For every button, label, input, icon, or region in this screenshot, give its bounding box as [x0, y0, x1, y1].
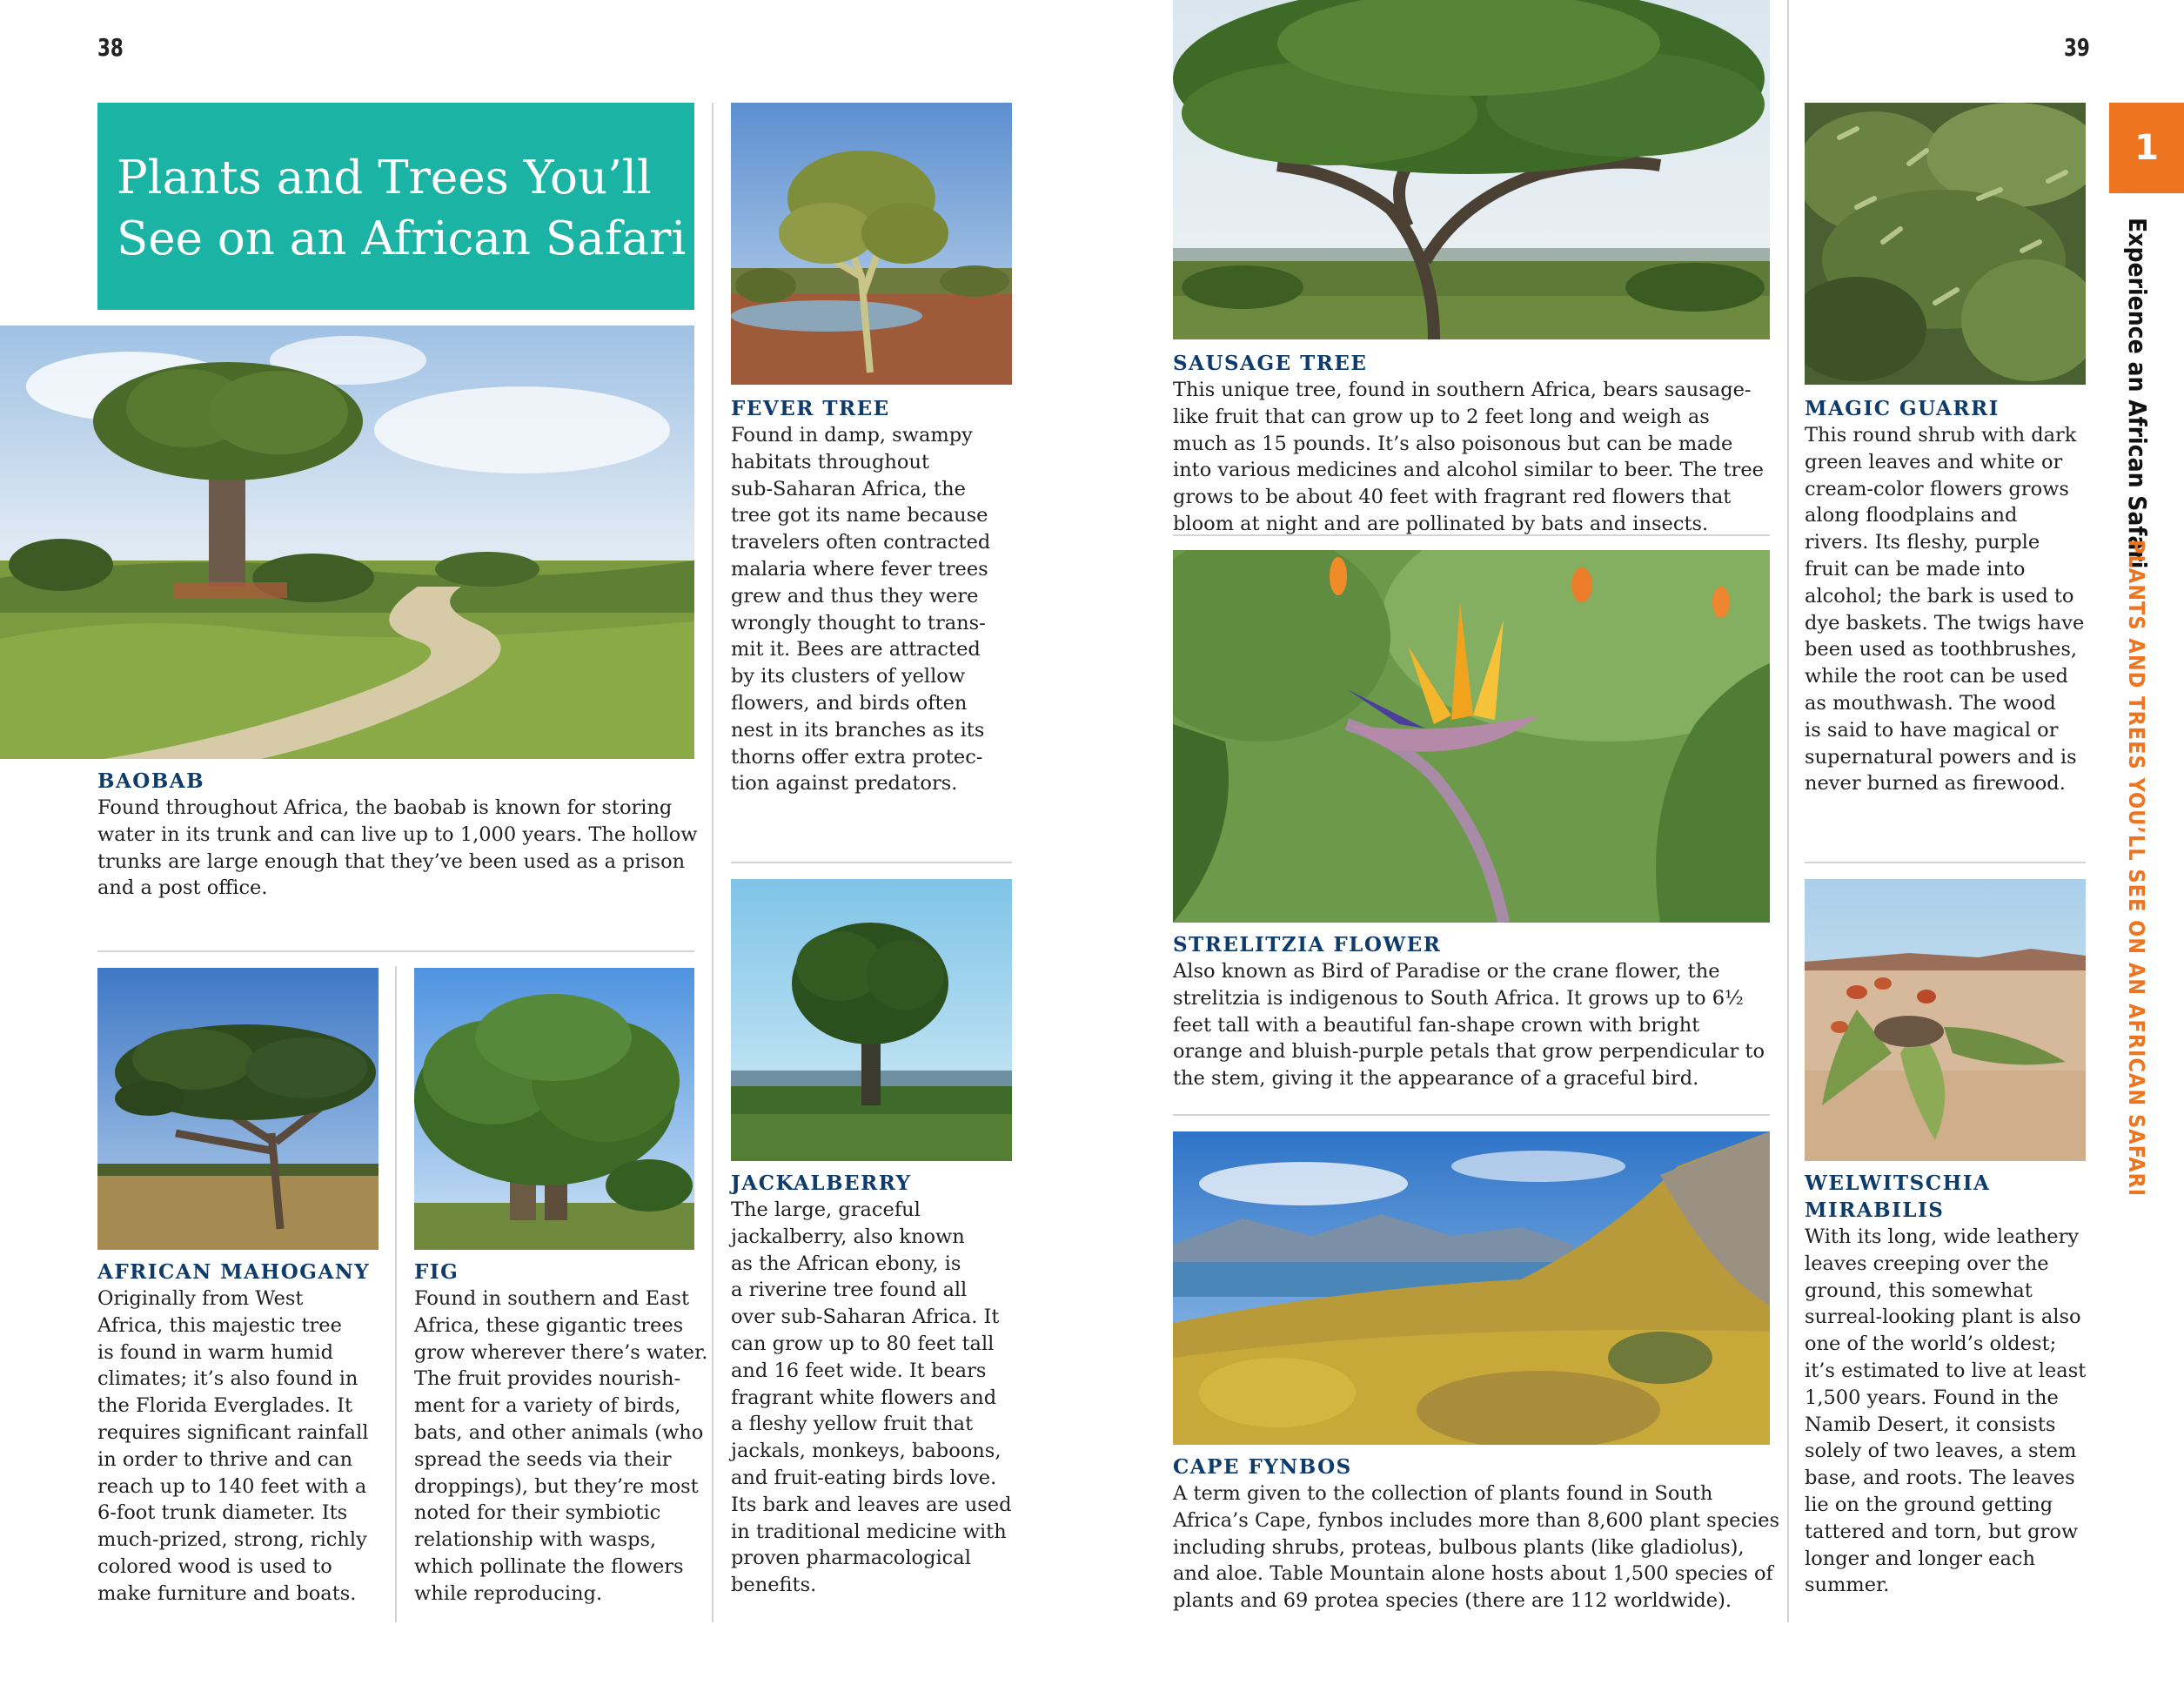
african-mahogany-line: much-prized, strong, richly: [97, 1528, 367, 1552]
strelitzia-line: feet tall with a beautiful fan-shape crown with bright: [1173, 1013, 1700, 1037]
jackalberry-line: fragrant white flowers and: [731, 1386, 997, 1409]
magic-guarri-line: dye baskets. The twigs have: [1805, 611, 2085, 634]
african-mahogany-line: 6-foot trunk diameter. Its: [97, 1501, 348, 1525]
baobab-line: and a post office.: [97, 876, 268, 900]
welwitschia-line: solely of two leaves, a stem: [1805, 1440, 2077, 1463]
fever-tree-line: thorns offer extra protec-: [731, 745, 983, 769]
magic-guarri-line: never burned as firewood.: [1805, 772, 2066, 796]
welwitschia-line: summer.: [1805, 1574, 1890, 1597]
fig-line: while reproducing.: [414, 1581, 603, 1605]
fever-tree-line: Found in damp, swampy: [731, 424, 973, 446]
african-mahogany-line: in order to thrive and can: [97, 1447, 353, 1471]
chapter-title-vertical: Experience an African Safari: [2123, 218, 2152, 569]
jackalberry-line: as the African ebony, is: [731, 1252, 961, 1275]
fig-line: grow wherever there’s water.: [414, 1340, 708, 1364]
welwitschia-line: base, and roots. The leaves: [1805, 1467, 2075, 1490]
column-divider-2: [395, 966, 397, 1622]
magic-guarri-line: as mouthwash. The wood: [1805, 691, 2056, 715]
fever-tree-line: sub-Saharan Africa, the: [731, 477, 966, 500]
welwitschia-line: lie on the ground getting: [1805, 1493, 2053, 1516]
african-mahogany-line: the Florida Everglades. It: [97, 1394, 352, 1418]
magic-guarri-line: is said to have magical or: [1805, 718, 2059, 742]
fig-text: [414, 1286, 707, 1608]
fig-line: Found in southern and East: [414, 1287, 690, 1310]
magic-guarri-line: rivers. Its fleshy, purple: [1805, 531, 2040, 554]
welwitschia-heading: [1805, 1170, 1990, 1224]
divider-strelitzia: [1173, 1114, 1770, 1116]
strelitzia-line: strelitzia is indigenous to South Africa. It grows up to 6½: [1173, 986, 1744, 1010]
jackalberry-line: and fruit-eating birds love.: [731, 1466, 997, 1489]
jackalberry-line: a riverine tree found all: [731, 1279, 968, 1302]
fever-tree-text: [731, 422, 990, 797]
fig-line: bats, and other animals (who: [414, 1420, 704, 1444]
african-mahogany-heading: AFRICAN MAHOGANY: [97, 1260, 371, 1284]
jackalberry-heading: JACKALBERRY: [731, 1171, 912, 1195]
chapter-tab-number: 1: [2109, 103, 2184, 193]
african-mahogany-photo: [97, 968, 379, 1250]
jackalberry-line: proven pharmacological: [731, 1547, 971, 1570]
fever-tree-line: grew and thus they were: [731, 584, 979, 608]
magic-guarri-line: cream-color flowers grows: [1805, 477, 2069, 500]
jackalberry-photo: [731, 879, 1012, 1161]
african-mahogany-line: reach up to 140 feet with a: [97, 1474, 367, 1498]
welwitschia-line: leaves creeping over the: [1805, 1252, 2049, 1275]
african-mahogany-line: colored wood is used to: [97, 1554, 332, 1578]
fever-tree-line: wrongly thought to trans-: [731, 611, 986, 634]
column-divider-1: [712, 103, 713, 1622]
welwitschia-text: [1805, 1224, 2086, 1599]
jackalberry-text: [731, 1197, 1012, 1599]
magic-guarri-line: been used as toothbrushes,: [1805, 638, 2078, 661]
strelitzia-text: [1173, 958, 1765, 1092]
african-mahogany-line: climates; it’s also found in: [97, 1367, 358, 1391]
cape-fynbos-photo: [1173, 1131, 1770, 1445]
fig-heading: FIG: [414, 1260, 459, 1284]
jackalberry-line: jackals, monkeys, baboons,: [731, 1440, 1002, 1463]
baobab-line: Found throughout Africa, the baobab is known for storing: [97, 796, 673, 819]
jackalberry-line: over sub-Saharan Africa. It: [731, 1306, 1000, 1329]
sausage-tree-line: much as 15 pounds. It’s also poisonous but can be made: [1173, 432, 1733, 455]
fever-tree-line: flowers, and birds often: [731, 691, 968, 715]
magic-guarri-line: green leaves and white or: [1805, 450, 2063, 473]
jackalberry-line: The large, graceful: [731, 1198, 921, 1221]
fig-line: which pollinate the flowers: [414, 1554, 684, 1578]
sausage-tree-line: bloom at night and are pollinated by bats and insects.: [1173, 512, 1709, 535]
jackalberry-line: and 16 feet wide. It bears: [731, 1359, 987, 1382]
welwitschia-heading-line-2: MIRABILIS: [1805, 1198, 1945, 1222]
baobab-photo: [0, 326, 694, 759]
sausage-tree-line: This unique tree, found in southern Africa, bears sausage-: [1173, 379, 1752, 401]
welwitschia-line: one of the world’s oldest;: [1805, 1333, 2057, 1356]
fever-tree-heading: FEVER TREE: [731, 397, 890, 420]
divider-magic-guarri: [1805, 862, 2086, 863]
fig-line: spread the seeds via their: [414, 1447, 672, 1471]
magic-guarri-heading: MAGIC GUARRI: [1805, 397, 2000, 420]
welwitschia-line: surreal-looking plant is also: [1805, 1306, 2081, 1329]
baobab-line: water in its trunk and can live up to 1,000 years. The hollow: [97, 822, 698, 846]
welwitschia-line: longer and longer each: [1805, 1547, 2036, 1570]
fig-line: noted for their symbiotic: [414, 1501, 661, 1525]
magic-guarri-photo: [1805, 103, 2086, 385]
welwitschia-line: ground, this somewhat: [1805, 1279, 2033, 1302]
sausage-tree-text: [1173, 377, 1764, 538]
strelitzia-photo: [1173, 550, 1770, 923]
african-mahogany-line: is found in warm humid: [97, 1340, 333, 1364]
fever-tree-photo: [731, 103, 1012, 385]
jackalberry-line: Its bark and leaves are used: [731, 1493, 1012, 1516]
fig-line: The fruit provides nourish-: [414, 1367, 681, 1391]
jackalberry-line: can grow up to 80 feet tall: [731, 1332, 995, 1355]
african-mahogany-text: [97, 1286, 368, 1608]
page-title-line-1: Plants and Trees You’ll: [117, 151, 652, 205]
sausage-tree-line: grows to be about 40 feet with fragrant red flowers that: [1173, 486, 1732, 509]
fever-tree-line: tion against predators.: [731, 772, 958, 796]
african-mahogany-line: Originally from West: [97, 1287, 304, 1310]
page-title: [97, 103, 694, 270]
page-number-right: 39: [2064, 33, 2090, 62]
divider-fever-tree: [731, 862, 1012, 863]
magic-guarri-line: supernatural powers and is: [1805, 745, 2077, 769]
welwitschia-line: tattered and torn, but grow: [1805, 1520, 2079, 1543]
cape-fynbos-line: including shrubs, proteas, bulbous plants (like gladiolus),: [1173, 1535, 1745, 1559]
page-number-left: 38: [97, 33, 124, 62]
welwitschia-photo: [1805, 879, 2086, 1161]
welwitschia-line: it’s estimated to live at least: [1805, 1359, 2087, 1382]
cape-fynbos-heading: CAPE FYNBOS: [1173, 1455, 1352, 1479]
cape-fynbos-text: [1173, 1480, 1779, 1615]
fever-tree-line: by its clusters of yellow: [731, 665, 966, 688]
fig-line: relationship with wasps,: [414, 1528, 657, 1552]
strelitzia-line: Also known as Bird of Paradise or the crane flower, the: [1173, 960, 1720, 983]
baobab-heading: BAOBAB: [97, 769, 205, 793]
strelitzia-line: the stem, giving it the appearance of a graceful bird.: [1173, 1067, 1699, 1091]
magic-guarri-line: fruit can be made into: [1805, 557, 2026, 581]
fever-tree-line: tree got its name because: [731, 504, 988, 527]
strelitzia-line: orange and bluish-purple petals that grow perpendicular to: [1173, 1040, 1765, 1064]
section-title-vertical: PLANTS AND TREES YOU’LL SEE ON AN AFRICAN SAFARI: [2124, 540, 2149, 1198]
fig-photo: [414, 968, 694, 1250]
baobab-text: [97, 795, 698, 902]
sausage-tree-line: like fruit that can grow up to 2 feet long and weigh as: [1173, 405, 1710, 428]
african-mahogany-line: make furniture and boats.: [97, 1581, 357, 1605]
cape-fynbos-line: plants and 69 protea species (there are 112 worldwide).: [1173, 1589, 1732, 1613]
fig-line: ment for a variety of birds,: [414, 1394, 681, 1418]
welwitschia-line: Namib Desert, it consists: [1805, 1413, 2056, 1436]
african-mahogany-line: Africa, this majestic tree: [97, 1313, 342, 1337]
welwitschia-line: 1,500 years. Found in the: [1805, 1386, 2059, 1409]
cape-fynbos-line: A term given to the collection of plants found in South: [1173, 1482, 1713, 1505]
fever-tree-line: habitats throughout: [731, 450, 929, 473]
magic-guarri-line: alcohol; the bark is used to: [1805, 584, 2074, 608]
fever-tree-line: nest in its branches as its: [731, 718, 985, 742]
sausage-tree-photo: [1173, 0, 1770, 339]
page-title-box: [97, 103, 694, 310]
sausage-tree-heading: SAUSAGE TREE: [1173, 352, 1368, 375]
magic-guarri-text: [1805, 422, 2084, 797]
jackalberry-line: in traditional medicine with: [731, 1520, 1007, 1543]
cape-fynbos-line: Africa’s Cape, fynbos includes more than 8,600 plant species: [1173, 1508, 1780, 1532]
magic-guarri-line: while the root can be used: [1805, 665, 2068, 688]
jackalberry-line: benefits.: [731, 1574, 817, 1597]
welwitschia-heading-line-1: WELWITSCHIA: [1805, 1171, 1991, 1195]
strelitzia-heading: STRELITZIA FLOWER: [1173, 933, 1442, 957]
baobab-line: trunks are large enough that they’ve been used as a prison: [97, 849, 686, 873]
divider-baobab: [97, 950, 694, 952]
column-divider-3: [1787, 0, 1789, 1622]
african-mahogany-line: requires significant rainfall: [97, 1420, 369, 1444]
fever-tree-line: travelers often contracted: [731, 531, 991, 554]
fever-tree-line: mit it. Bees are attracted: [731, 638, 981, 661]
jackalberry-line: jackalberry, also known: [731, 1225, 965, 1248]
welwitschia-line: With its long, wide leathery: [1805, 1225, 2080, 1248]
fig-line: Africa, these gigantic trees: [414, 1313, 684, 1337]
sausage-tree-line: into various medicines and alcohol similar to beer. The tree: [1173, 459, 1764, 482]
cape-fynbos-line: and aloe. Table Mountain alone hosts about 1,500 species of: [1173, 1562, 1773, 1586]
jackalberry-line: a fleshy yellow fruit that: [731, 1413, 974, 1436]
page-title-line-2: See on an African Safari: [117, 212, 687, 265]
magic-guarri-line: along floodplains and: [1805, 504, 2018, 527]
fever-tree-line: malaria where fever trees: [731, 557, 988, 581]
fig-line: droppings), but they’re most: [414, 1474, 699, 1498]
magic-guarri-line: This round shrub with dark: [1805, 424, 2077, 446]
